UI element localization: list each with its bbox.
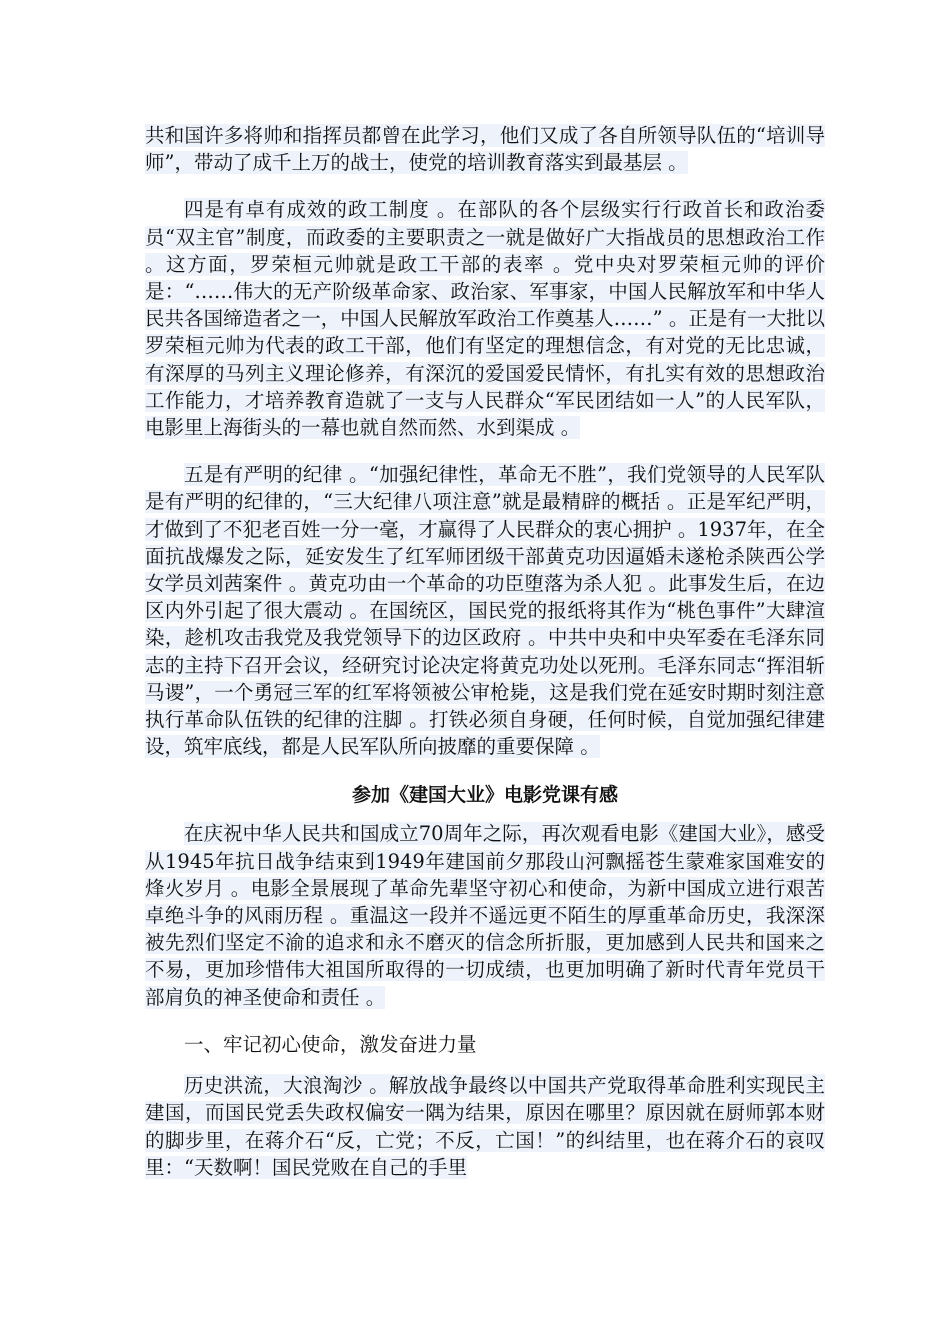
paragraph-training-text: 共和国许多将帅和指挥员都曾在此学习，他们又成了各自所领导队伍的“培训导师”，带动了成千上万的战士，使党的培训教育落实到最基层 。 bbox=[145, 124, 825, 175]
paragraph-history-text: 历史洪流，大浪淘沙 。解放战争最终以中国共产党取得革命胜利实现民主建国，而国民党丢失政权偏安一隅为结果，原因在哪里？原因就在厨师郭本财的脚步里，在蒋介石“反，亡党；不反，亡国！”的纠结里，也在蒋介石的哀叹里：“天数啊！国民党败在自己的手里 bbox=[145, 1074, 825, 1179]
subsection-heading bbox=[145, 1031, 825, 1058]
subsection-heading-text: 一、牢记初心使命，激发奋进力量 bbox=[184, 1032, 477, 1056]
section-heading: 参加《建国大业》电影党课有感 bbox=[351, 784, 618, 807]
paragraph-political-system-text: 四是有卓有成效的政工制度 。在部队的各个层级实行行政首长和政治委员“双主官”制度，而政委的主要职责之一就是做好广大指战员的思想政治工作 。这方面，罗荣桓元帅就是政工干部的表率 。党中央对罗荣桓元帅的评价是：“……伟大的无产阶级革命家、政治家、军事家，中国人民解放军和中华人民共各国缔造者之一，中国人民解放军政治工作奠基人……” 。正是有一大批以罗荣桓元帅为代表的政工干部，他们有坚定的理想信念，有对党的无比忠诚，有深厚的马列主义理论修养，有深沉的爱国爱民情怀，有扎实有效的思想政治工作能力，才培养教育造就了一支与人民群众“军民团结如一人”的人民军队，电影里上海街头的一幕也就自然而然、水到渠成 。 bbox=[145, 198, 825, 440]
document-body bbox=[145, 122, 825, 1201]
paragraph-political-system bbox=[145, 196, 825, 441]
paragraph-film-intro-text: 在庆祝中华人民共和国成立70周年之际，再次观看电影《建国大业》，感受从1945年抗日战争结束到1949年建国前夕那段山河飘摇苍生蒙难家国难安的烽火岁月 。电影全景展现了革命先辈坚守初心和使命，为新中国成立进行艰苦卓绝斗争的风雨历程 。重温这一段并不遥远更不陌生的厚重革命历史，我深深被先烈们坚定不渝的追求和永不磨灭的信念所折服，更加感到人民共和国来之不易，更加珍惜伟大祖国所取得的一切成绩，也更加明确了新时代青年党员干部肩负的神圣使命和责任 。 bbox=[145, 822, 825, 1009]
paragraph-history bbox=[145, 1072, 825, 1181]
paragraph-training bbox=[145, 122, 825, 176]
paragraph-discipline bbox=[145, 461, 825, 760]
paragraph-film-intro bbox=[145, 820, 825, 1010]
paragraph-discipline-text: 五是有严明的纪律 。“加强纪律性，革命无不胜”，我们党领导的人民军队是有严明的纪律的，“三大纪律八项注意”就是最精辟的概括 。正是军纪严明，才做到了不犯老百姓一分一毫，才赢得了人民群众的衷心拥护 。1937年，在全面抗战爆发之际，延安发生了红军师团级干部黄克功因逼婚未遂枪杀陕西公学女学员刘茜案件 。黄克功由一个革命的功臣堕落为杀人犯 。此事发生后，在边区内外引起了很大震动 。在国统区，国民党的报纸将其作为“桃色事件”大肆渲染，趁机攻击我党及我党领导下的边区政府 。中共中央和中央军委在毛泽东同志的主持下召开会议，经研究讨论决定将黄克功处以死刑。毛泽东同志“挥泪斩马谡”，一个勇冠三军的红军将领被公审枪毙，这是我们党在延安时期时刻注意执行革命队伍铁的纪律的注脚 。打铁必须自身硬，任何时候，自觉加强纪律建设，筑牢底线，都是人民军队所向披靡的重要保障 。 bbox=[145, 463, 825, 759]
